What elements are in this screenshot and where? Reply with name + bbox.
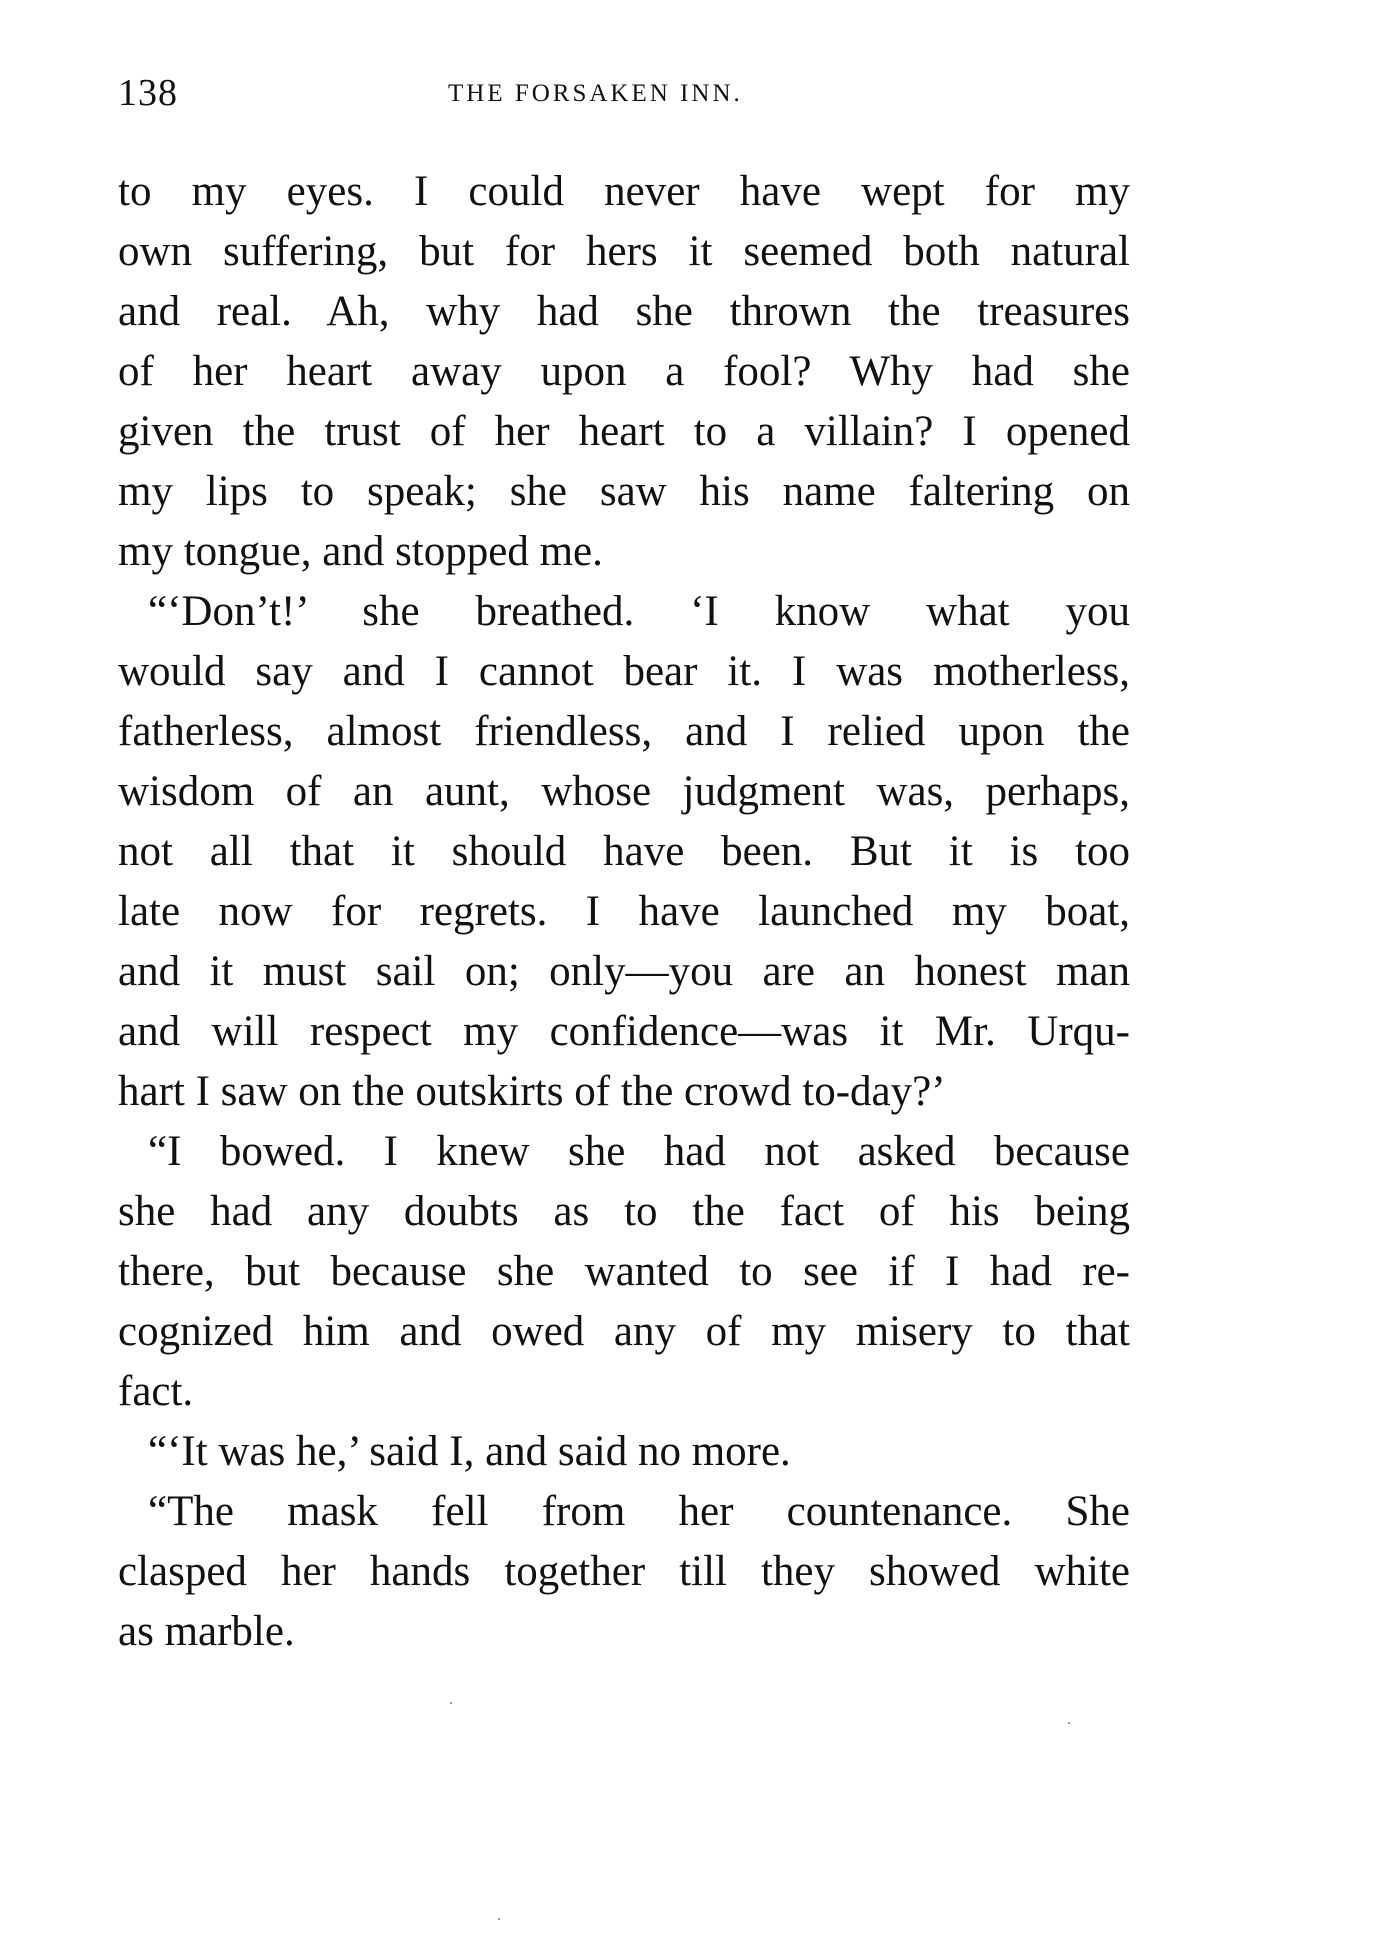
text-line: wisdom of an aunt, whose judgment was, perhaps, [118, 768, 1130, 815]
text-line: of her heart away upon a fool? Why had she [118, 348, 1130, 395]
text-line: cognized him and owed any of my misery to that [118, 1308, 1130, 1355]
text-line: not all that it should have been. But it is too [118, 828, 1130, 875]
text-line: and it must sail on; only—you are an honest man [118, 948, 1130, 995]
text-line: clasped her hands together till they showed white [118, 1548, 1130, 1595]
text-line: and will respect my confidence—was it Mr. Urqu- [118, 1008, 1130, 1055]
body-text [118, 162, 1130, 1662]
paper-speck [450, 1702, 452, 1704]
text-line: there, but because she wanted to see if I had re- [118, 1248, 1130, 1295]
text-line: she had any doubts as to the fact of his being [118, 1188, 1130, 1235]
text-line: and real. Ah, why had she thrown the treasures [118, 288, 1130, 335]
paper-speck [1068, 1722, 1070, 1724]
text-line: “‘It was he,’ said I, and said no more. [148, 1428, 791, 1475]
text-line: late now for regrets. I have launched my boat, [118, 888, 1130, 935]
text-line: hart I saw on the outskirts of the crowd to-day?’ [118, 1068, 946, 1115]
text-line: to my eyes. I could never have wept for my [118, 168, 1130, 215]
text-line: own suffering, but for hers it seemed both natural [118, 228, 1130, 275]
text-line: given the trust of her heart to a villain? I opened [118, 408, 1130, 455]
text-line: “I bowed. I knew she had not asked because [148, 1128, 1130, 1175]
text-line: “The mask fell from her countenance. She [148, 1488, 1130, 1535]
text-line: fatherless, almost friendless, and I relied upon the [118, 708, 1130, 755]
page-number: 138 [118, 72, 178, 114]
text-line: as marble. [118, 1608, 295, 1655]
text-line: “‘Don’t!’ she breathed. ‘I know what you [148, 588, 1130, 635]
text-line: fact. [118, 1368, 194, 1415]
text-line: my lips to speak; she saw his name faltering on [118, 468, 1130, 515]
text-line: my tongue, and stopped me. [118, 528, 603, 575]
running-head [118, 68, 1130, 118]
text-line: would say and I cannot bear it. I was motherless, [118, 648, 1130, 695]
paper-speck [498, 1918, 500, 1920]
running-title: THE FORSAKEN INN. [448, 80, 743, 107]
